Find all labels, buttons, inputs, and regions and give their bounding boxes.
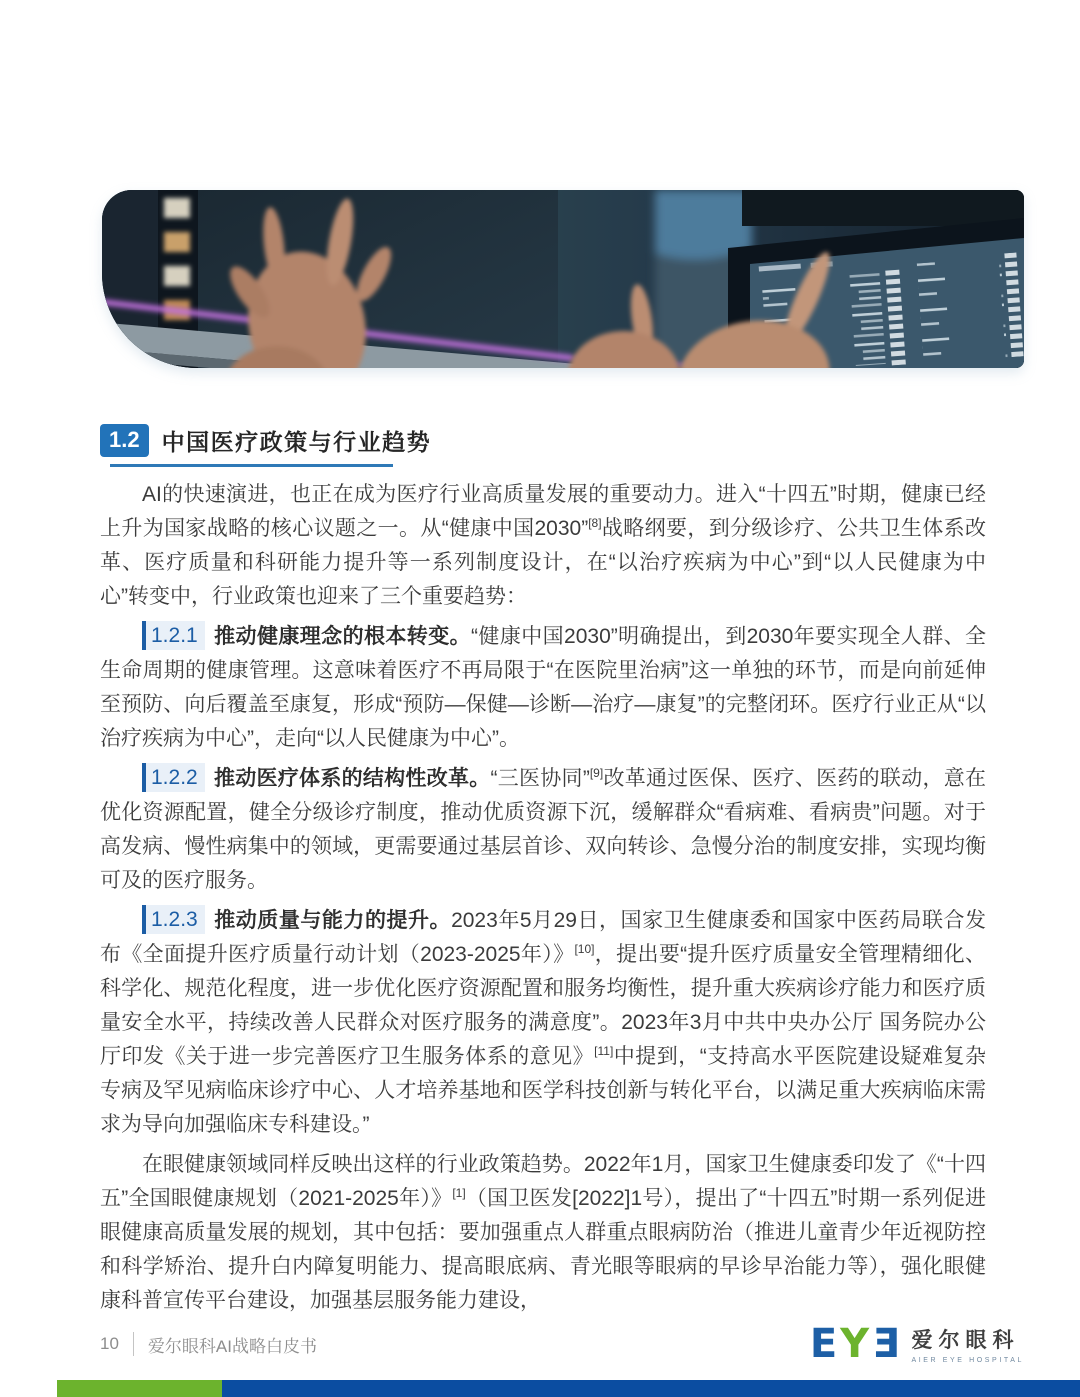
citation-ref-11: [11] [594, 1044, 614, 1058]
text-segment: 改革通过医保、医疗、医药的联动，意在优化资源配置，健全分级诊疗制度，推动优质资源下沉，缓解群众“看病难、看病贵”问题。对于高发病、慢性病集中的领域，更需要通过基层首诊、双向转诊、急慢分治的制度安排，实现均衡可及的医疗服务。 [100, 767, 987, 892]
text-segment: 在眼健康领域同样反映出这样的行业政策趋势。2022年1月，国家卫生健康委印发了《“十四五”全国眼健康规划（2021-2025年）》 [100, 1153, 986, 1210]
footer-left [100, 1332, 317, 1357]
bottom-bar-blue-segment [222, 1380, 1080, 1397]
section-number-badge: 1.2 [100, 424, 149, 456]
subsection-number: 1.2.1 [142, 621, 205, 650]
subsection-1-2-1 [100, 620, 986, 756]
hero-dark-top [742, 190, 1024, 226]
subsection-heading: 推动健康理念的根本转变。 [213, 625, 472, 648]
hero-illustration [102, 190, 1024, 368]
main-content [100, 424, 986, 1318]
hero-image [102, 190, 1024, 368]
logo-letter-e: E [809, 1321, 839, 1367]
text-segment: 2023年5月29日，国家卫生健康委和国家中医药局联合发布《全面提升医疗质量行动计划（2023-2025年）》 [100, 909, 986, 966]
bottom-bar-white-segment [0, 1380, 57, 1397]
subsection-heading: 推动医疗体系的结构性改革。 [213, 767, 491, 790]
section-title: 中国医疗政策与行业趋势 [161, 429, 432, 455]
logo-letter-e-mirrored: E [872, 1321, 901, 1367]
text-segment: 中提到，“支持高水平医院建设疑难复杂专病及罕见病临床诊疗中心、人才培养基地和医学科技创新与转化平台，以满足重大疾病临床需求为导向加强临床专科建设。” [100, 1045, 986, 1136]
subsection-number: 1.2.2 [142, 763, 205, 792]
bottom-bar-green-segment [57, 1380, 222, 1397]
logo-chinese-name: 爱尔眼科 [911, 1328, 1020, 1352]
eye-logo-icon [809, 1321, 901, 1367]
text-segment: （国卫医发[2022]1号），提出了“十四五”时期一系列促进眼健康高质量发展的规划，其中包括：要加强重点人群重点眼病防治（推进儿童青少年近视防控和科学矫治、提升白内障复明能力、提高眼底病、青光眼等眼病的早诊早治能力等），强化眼健康科普宣传平台建设，加强基层服务能力建设， [100, 1187, 986, 1312]
text-segment: “健康中国2030”明确提出，到2030年要实现全人群、全生命周期的健康管理。这意味着医疗不再局限于“在医院里治病”这一单独的环节，而是向前延伸至预防、向后覆盖至康复，形成“预防—保健—诊断—治疗—康复”的完整闭环。医疗行业正从“以治疗疾病为中心”，走向“以人民健康为中心”。 [100, 625, 987, 750]
citation-ref-8: [8] [588, 516, 602, 530]
citation-ref-9: [9] [589, 766, 604, 780]
logo-letter-y: Y [840, 1321, 871, 1367]
aier-eye-logo [809, 1321, 1024, 1367]
text-segment: 战略纲要，到分级诊疗、公共卫生体系改革、医疗质量和科研能力提升等一系列制度设计，在“以治疗疾病为中心”到“以人民健康为中心”转变中，行业政策也迎来了三个重要趋势： [100, 517, 987, 608]
text-segment: AI的快速演进，也正在成为医疗行业高质量发展的重要动力。进入“十四五”时期，健康已经上升为国家战略的核心议题之一。从“健康中国2030” [100, 483, 986, 540]
subsection-heading: 推动质量与能力的提升。 [213, 909, 452, 932]
text-segment: “三医协同” [490, 767, 590, 790]
subsection-1-2-2 [100, 762, 986, 898]
closing-paragraph [100, 1148, 986, 1318]
citation-ref-10: [10] [574, 942, 595, 956]
section-underline [110, 464, 393, 467]
citation-ref-1: [1] [452, 1186, 466, 1200]
logo-text [911, 1324, 1024, 1364]
page-number: 10 [100, 1334, 119, 1353]
subsection-1-2-3 [100, 904, 986, 1142]
bottom-color-bar [0, 1380, 1080, 1397]
footer-divider [133, 1332, 134, 1356]
subsection-number: 1.2.3 [142, 905, 205, 934]
footer-document-title: 爱尔眼科AI战略白皮书 [147, 1336, 317, 1356]
page-footer [100, 1318, 1024, 1370]
text-segment: ，提出要“提升医疗质量安全管理精细化、科学化、规范化程度，进一步优化医疗资源配置和服务均衡性，提升重大疾病诊疗能力和医疗质量安全水平，持续改善人民群众对医疗服务的满意度”。2023年3月中共中央办公厅 国务院办公厅印发《关于进一步完善医疗卫生服务体系的意见》 [100, 943, 986, 1068]
logo-english-name: AIER EYE HOSPITAL [911, 1357, 1024, 1364]
section-heading [100, 424, 986, 457]
intro-paragraph [100, 478, 986, 614]
